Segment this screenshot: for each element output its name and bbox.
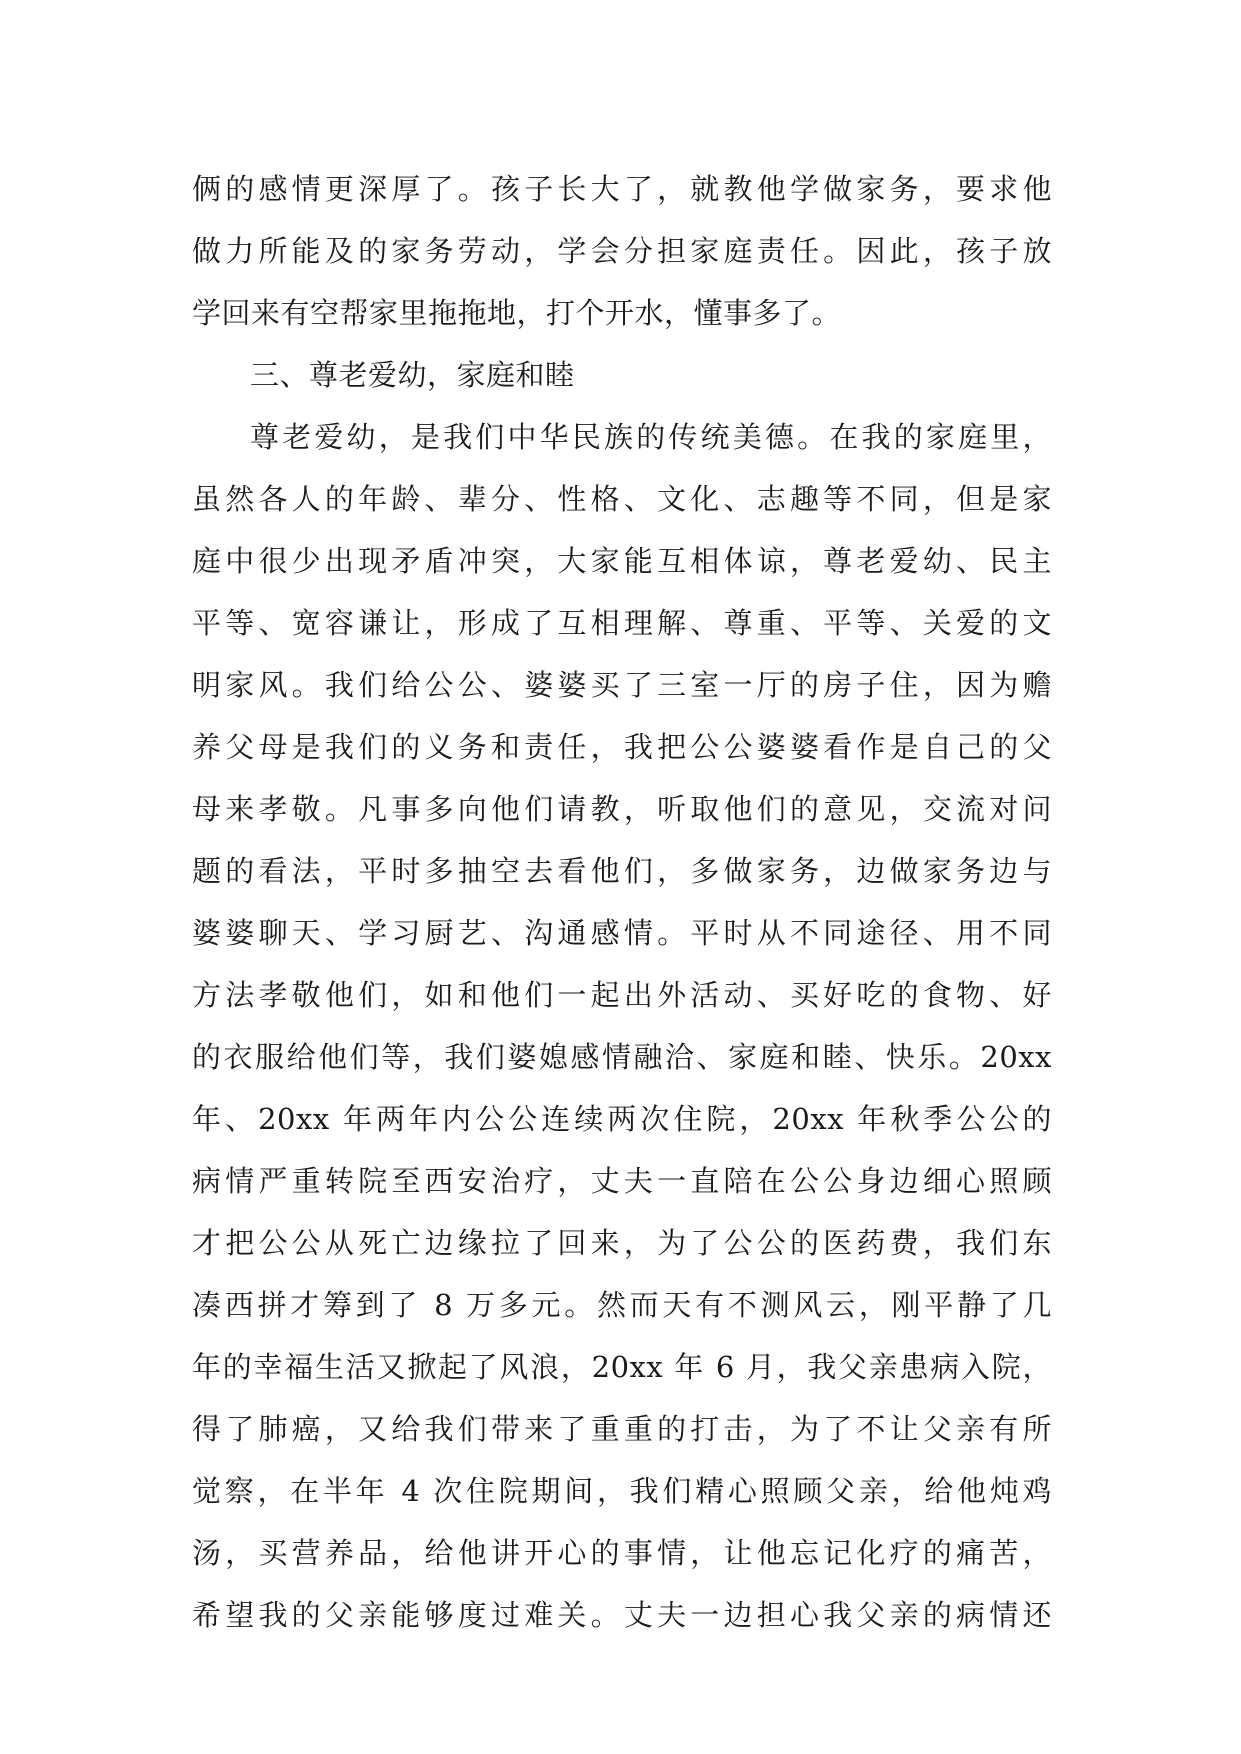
text-line: 凑西拼才筹到了 8 万多元。然而天有不测风云，刚平静了几 [192, 1288, 1052, 1322]
text-line: 平等、宽容谦让，形成了互相理解、尊重、平等、关爱的文 [192, 606, 1052, 640]
text-line: 养父母是我们的义务和责任，我把公公婆婆看作是自己的父 [192, 730, 1052, 764]
text-line: 汤，买营养品，给他讲开心的事情，让他忘记化疗的痛苦， [192, 1536, 1052, 1570]
section-heading: 三、尊老爱幼，家庭和睦 [250, 358, 575, 392]
text-line: 尊老爱幼，是我们中华民族的传统美德。在我的家庭里， [250, 420, 1052, 454]
text-line: 做力所能及的家务劳动，学会分担家庭责任。因此，孩子放 [192, 234, 1052, 268]
text-line: 题的看法，平时多抽空去看他们，多做家务，边做家务边与 [192, 854, 1052, 888]
text-line: 觉察，在半年 4 次住院期间，我们精心照顾父亲，给他炖鸡 [192, 1474, 1052, 1508]
text-line: 年、20xx 年两年内公公连续两次住院，20xx 年秋季公公的 [192, 1102, 1052, 1136]
text-line: 明家风。我们给公公、婆婆买了三室一厅的房子住，因为赡 [192, 668, 1052, 702]
text-line: 虽然各人的年龄、辈分、性格、文化、志趣等不同，但是家 [192, 482, 1052, 516]
text-line: 才把公公从死亡边缘拉了回来，为了公公的医药费，我们东 [192, 1226, 1052, 1260]
text-line: 方法孝敬他们，如和他们一起出外活动、买好吃的食物、好 [192, 978, 1052, 1012]
text-line: 学回来有空帮家里拖拖地，打个开水，懂事多了。 [192, 296, 842, 330]
text-line: 母来孝敬。凡事多向他们请教，听取他们的意见，交流对问 [192, 792, 1052, 826]
text-line: 得了肺癌，又给我们带来了重重的打击，为了不让父亲有所 [192, 1412, 1052, 1446]
text-line: 婆婆聊天、学习厨艺、沟通感情。平时从不同途径、用不同 [192, 916, 1052, 950]
text-line: 的衣服给他们等，我们婆媳感情融洽、家庭和睦、快乐。20xx [192, 1040, 1052, 1074]
text-line: 庭中很少出现矛盾冲突，大家能互相体谅，尊老爱幼、民主 [192, 544, 1052, 578]
text-line: 病情严重转院至西安治疗，丈夫一直陪在公公身边细心照顾 [192, 1164, 1052, 1198]
body-text [192, 158, 1052, 1646]
text-line: 希望我的父亲能够度过难关。丈夫一边担心我父亲的病情还 [192, 1598, 1052, 1632]
text-line: 俩的感情更深厚了。孩子长大了，就教他学做家务，要求他 [192, 172, 1052, 206]
text-line: 年的幸福生活又掀起了风浪，20xx 年 6 月，我父亲患病入院， [192, 1350, 1052, 1384]
